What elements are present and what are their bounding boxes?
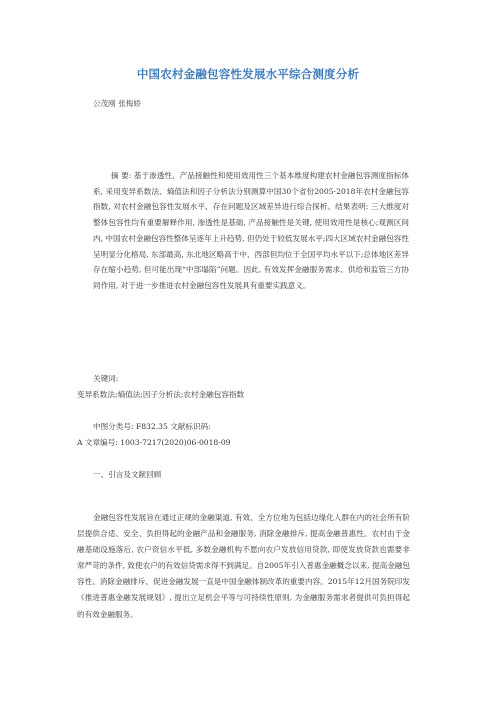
body-paragraph: 金融包容性发展旨在通过正规的金融渠道, 有效、全方位地为包括边缘化人群在内的社会所有阶层提供合适、安全、负担得起的金融产品和金融服务, 消除金融排斥, 提高金融普惠性。农村由于金融基础设施落后, 农户资信水平低, 多数金融机构不愿向农户发放信用贷款, 即使发放贷款也需要非常严苛的条件, 致使农户的有效信贷需求得不到满足。自2005年引入普惠金融概念以来, 提高金融包容性、消除金融排斥、促进金融发展一直是中国金融体制改革的重要内容。2015年12月国务院印发《推进普惠金融发展规划》, 提出立足机会平等与可持续性原则, 为金融服务需求者提供可负担得起的有效金融服务。 [77,513,410,619]
authors: 公茂刚 张梅娇 [93,99,141,108]
clc-number: 中图分类号: F832.35 文献标识码: [93,422,211,431]
keywords: 变异系数法;熵值法;因子分析法;农村金融包容指数 [77,390,245,399]
keywords-label: 关键词: [93,374,119,383]
section-heading: 一、引言及文献回顾 [93,470,162,479]
abstract: 摘 要: 基于渗透性、产品接触性和使用效用性三个基本维度构建农村金融包容测度指标体系, 采用变异系数法、熵值法和因子分析法分别测算中国30个省份2005-2018年农村金融包容指数, 对农村金融包容性发展水平、存在问题及区域差异进行综合探析。结果表明: 三大维度对整体包容性均有重要解释作用, 渗透性是基础, 产品接触性是关键, 使用效用性是核心;观测区间内, 中国农村金融包容性整体呈逐年上升趋势, 但仍处于较低发展水平;四大区域农村金融包容性呈明显分化格局, 东部最高, 东北地区略高于中、西部但均位于全国平均水平以下;总体地区差异存在缩小趋势, 但可能出现“中部塌陷”问题。因此, 有效发挥金融服务需求、供给和监管三方协同作用, 对于进一步推进农村金融包容性发展具有重要实践意义。 [93,171,409,290]
article-number: A 文章编号: 1003-7217(2020)06-0018-09 [77,438,231,447]
document-title: 中国农村金融包容性发展水平综合测度分析 [136,67,360,81]
